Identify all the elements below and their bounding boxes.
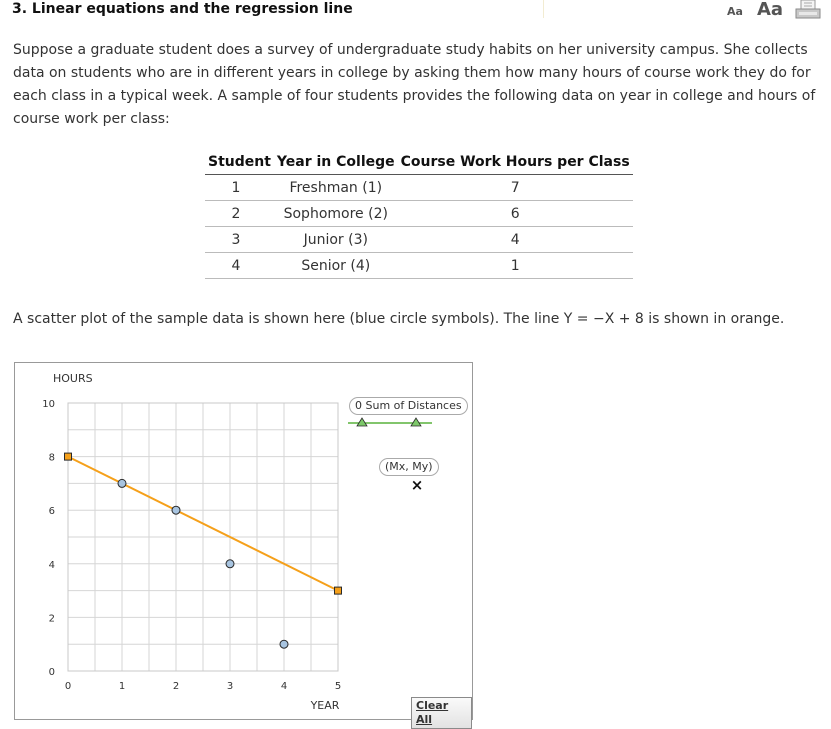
line-handle-start[interactable] — [65, 453, 72, 460]
text-size-small-button[interactable]: Aa — [727, 5, 743, 18]
mean-point-label: (Mx, My) — [379, 458, 439, 476]
print-icon[interactable] — [795, 0, 823, 24]
table-row — [205, 201, 633, 227]
x-tick-label: 3 — [226, 681, 234, 692]
y-axis-title: HOURS — [53, 372, 93, 385]
cell-year: Freshman (1) — [274, 175, 398, 201]
distance-marker-a[interactable] — [357, 418, 367, 426]
cell-student: 2 — [205, 201, 274, 227]
y-tick-label: 0 — [48, 667, 55, 678]
x-axis-title: YEAR — [310, 699, 340, 712]
intro-paragraph: Suppose a graduate student does a survey of undergraduate study habits on her university campus. She collects data on students who are in different years in college by asking them how many hours of course work they do for each class in a typical week. A sample of four students provides the following data on year in college and hours of course work per class: — [13, 42, 816, 127]
clear-all-button[interactable]: Clear All — [411, 697, 472, 729]
table-row — [205, 227, 633, 253]
cell-year: Sophomore (2) — [274, 201, 398, 227]
question-title: 3. Linear equations and the regression line — [12, 1, 353, 17]
data-point[interactable] — [226, 560, 234, 568]
cell-year: Senior (4) — [274, 253, 398, 279]
y-tick-label: 10 — [42, 399, 55, 410]
distance-marker-b[interactable] — [411, 418, 421, 426]
x-tick-label: 0 — [64, 681, 72, 692]
col-header-year: Year in College — [274, 150, 398, 175]
cell-hours: 1 — [398, 253, 633, 279]
cell-student: 4 — [205, 253, 274, 279]
x-tick-label: 5 — [334, 681, 342, 692]
x-tick-label: 1 — [118, 681, 126, 692]
title-divider — [543, 0, 544, 18]
cell-student: 1 — [205, 175, 274, 201]
cell-hours: 7 — [398, 175, 633, 201]
y-tick-label: 6 — [48, 506, 55, 518]
mean-point-marker[interactable]: × — [410, 476, 424, 494]
cell-year: Junior (3) — [274, 227, 398, 253]
x-tick-label: 2 — [172, 681, 180, 692]
y-tick-label: 8 — [48, 452, 55, 464]
y-tick-label: 4 — [48, 559, 55, 571]
cell-student: 3 — [205, 227, 274, 253]
grid — [68, 403, 338, 671]
x-tick-label: 4 — [280, 681, 288, 692]
scatter-plot[interactable] — [15, 363, 472, 719]
scatter-description: A scatter plot of the sample data is shown here (blue circle symbols). The line Y = −X + 8 is shown in orange. — [13, 311, 785, 327]
tick-labels — [42, 399, 341, 692]
table-row — [205, 175, 633, 201]
cell-hours: 4 — [398, 227, 633, 253]
data-point[interactable] — [172, 506, 180, 514]
sum-of-distances-label: 0 Sum of Distances — [349, 397, 468, 415]
table-row — [205, 253, 633, 279]
data-point[interactable] — [118, 479, 126, 487]
data-table — [205, 150, 633, 279]
sum-of-distances-tool[interactable] — [348, 418, 432, 426]
line-handle-end[interactable] — [335, 587, 342, 594]
text-size-large-button[interactable]: Aa — [757, 0, 784, 20]
col-header-student: Student — [205, 150, 274, 175]
col-header-hours: Course Work Hours per Class — [398, 150, 633, 175]
cell-hours: 6 — [398, 201, 633, 227]
y-tick-label: 2 — [48, 613, 55, 625]
scatter-graph-panel[interactable] — [14, 362, 473, 726]
data-point[interactable] — [280, 640, 288, 648]
